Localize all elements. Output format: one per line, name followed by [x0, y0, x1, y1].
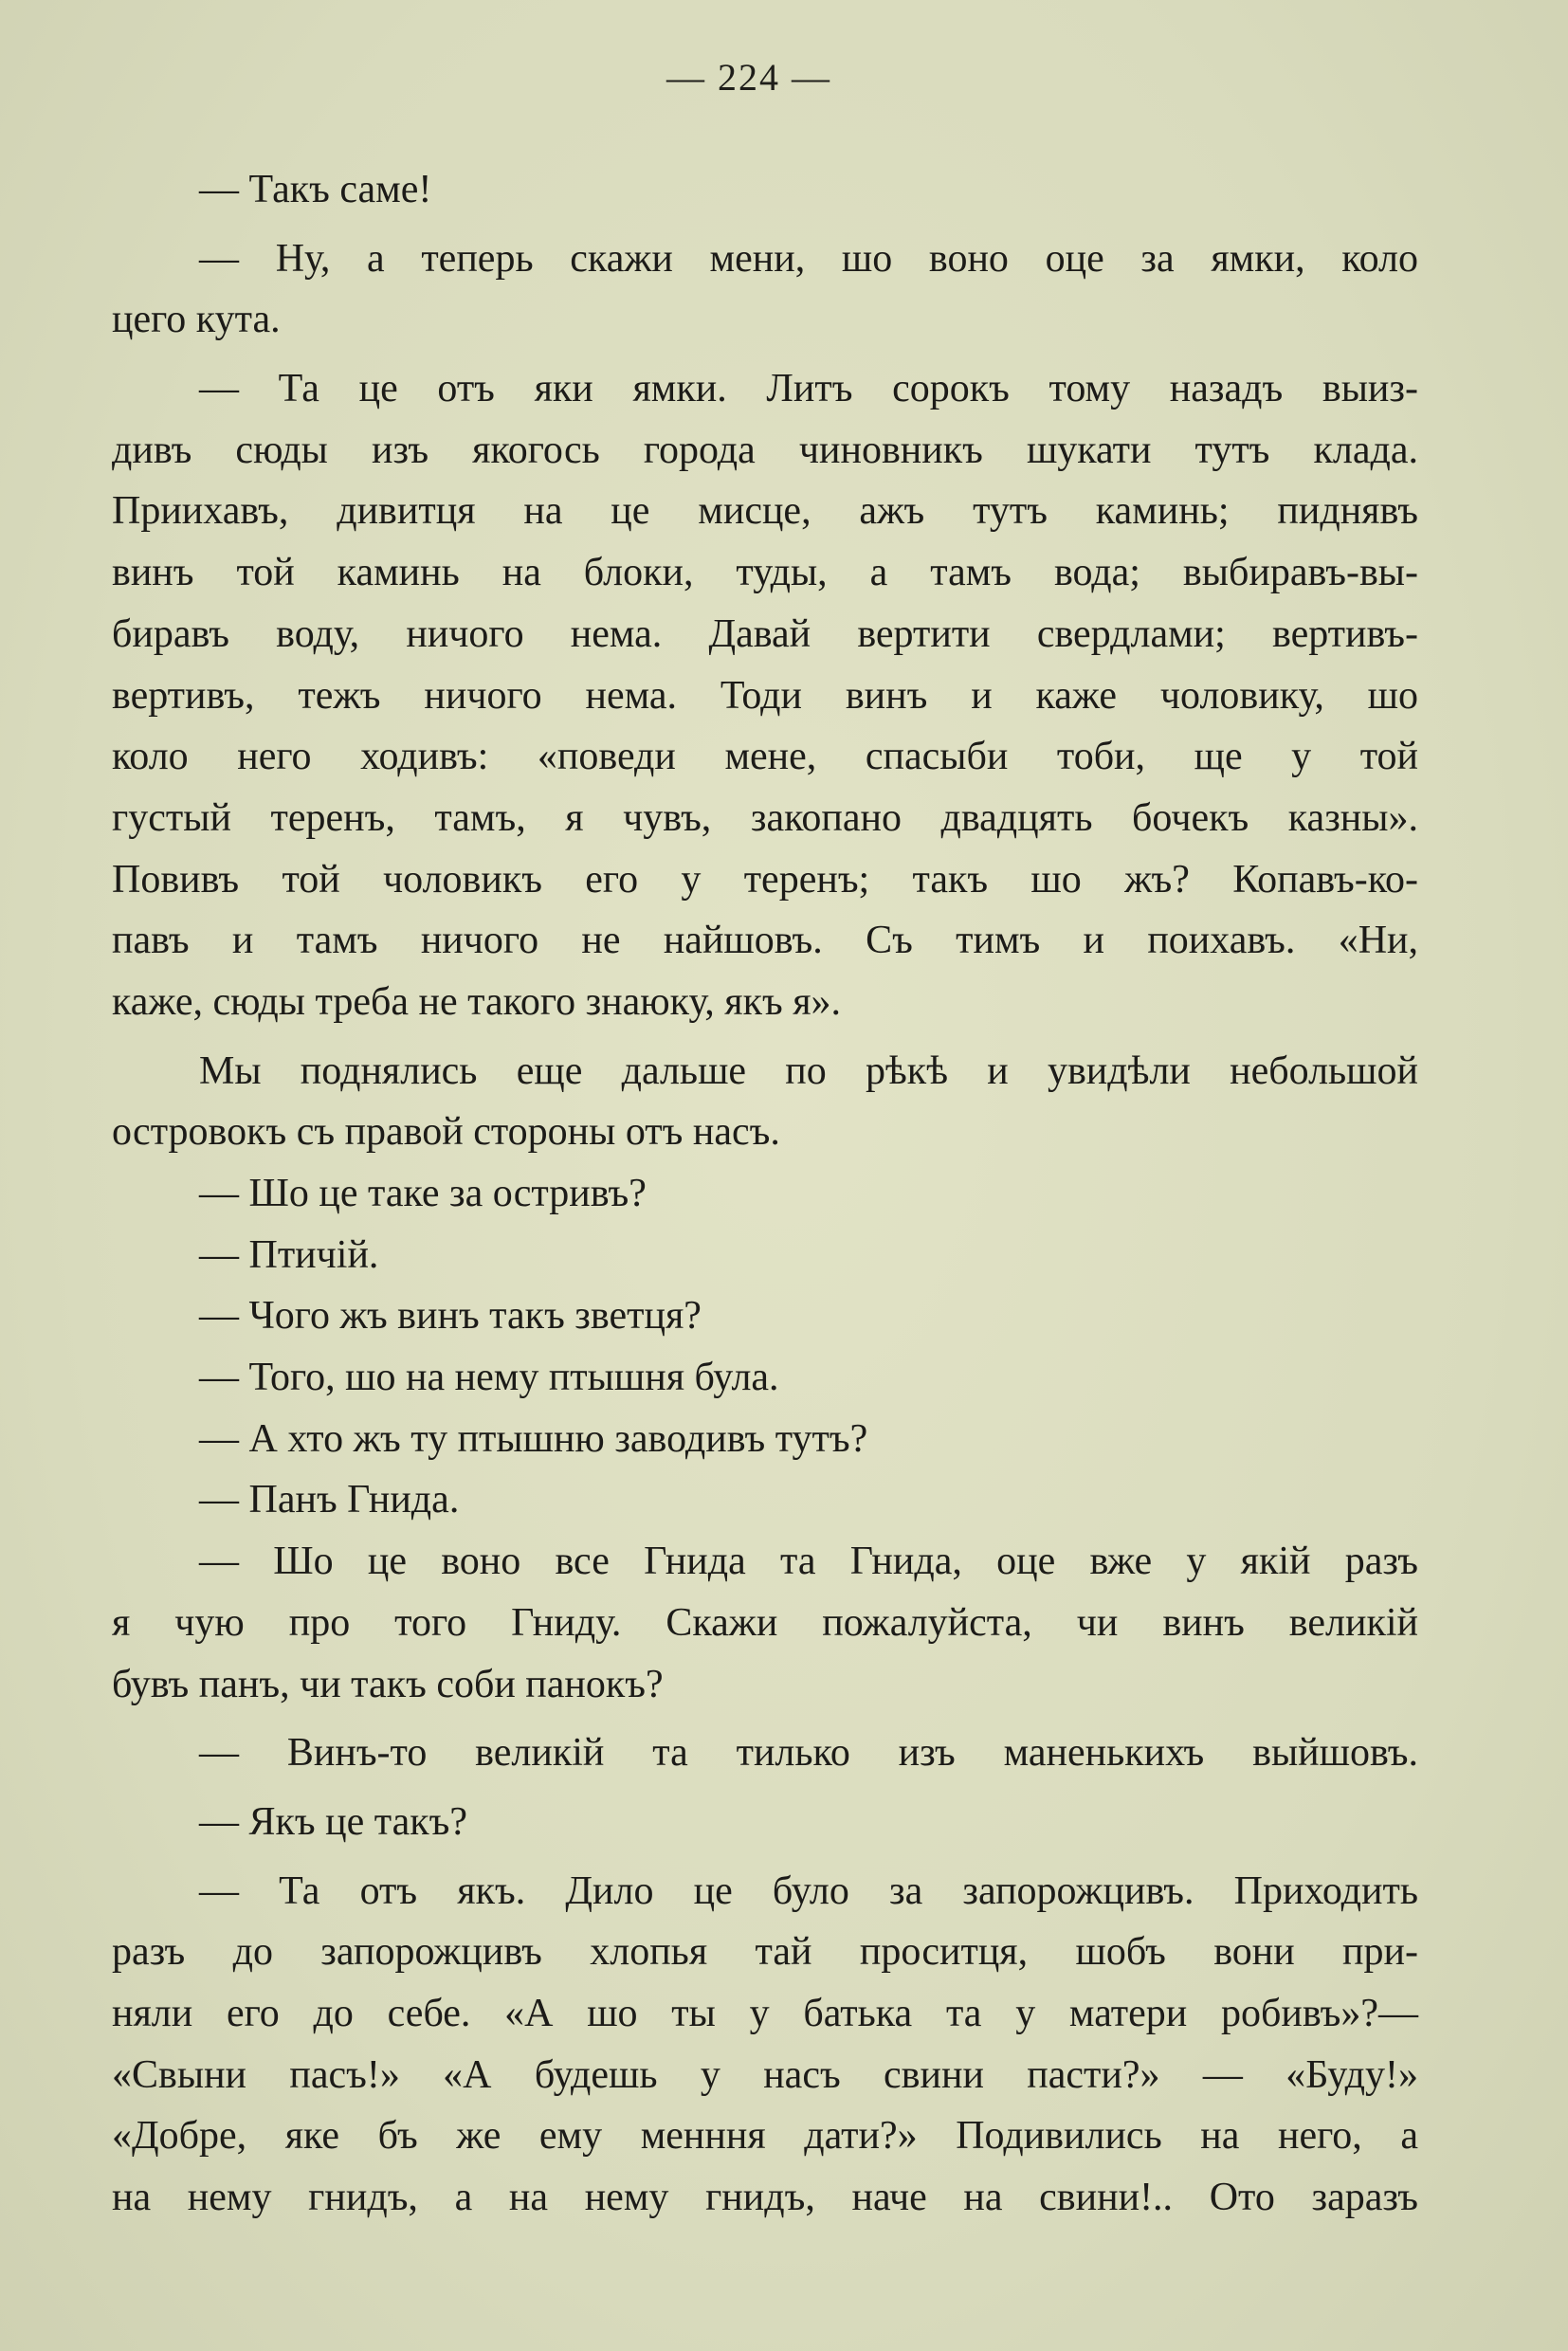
text-line: биравъ воду, ничого нема. Давай вертити свердлами; вертивъ-	[112, 611, 1418, 656]
text-line: цего кута.	[112, 298, 281, 342]
text-line: бувъ панъ, чи такъ соби панокъ?	[112, 1662, 664, 1706]
text-line: няли его до себе. «А шо ты у батька та у матери робивъ»?—	[112, 1991, 1418, 2035]
text-line: — А хто жъ ту птышню заводивъ тутъ?	[199, 1416, 868, 1461]
text-line: «Свыни пасъ!» «А будешь у насъ свини пасти?» — «Буду!»	[112, 2052, 1418, 2097]
text-line: — Якъ це такъ?	[199, 1799, 468, 1844]
text-line: — Шо це таке за остривъ?	[199, 1172, 647, 1215]
text-line: каже, сюды треба не такого знаюку, якъ я».	[112, 979, 842, 1024]
text-line: Приихавъ, дивитця на це мисце, ажъ тутъ каминь; пиднявъ	[112, 489, 1418, 534]
page-number: — 224 —	[666, 56, 831, 99]
text-line: густый теренъ, тамъ, я чувъ, закопано двадцять бочекъ казны».	[112, 795, 1418, 840]
text-line: — Панъ Гнида.	[199, 1478, 460, 1522]
text-line: — Чого жъ винъ такъ зветця?	[199, 1294, 702, 1339]
text-line: — Та отъ якъ. Дило це було за запорожцивъ. Приходить	[199, 1868, 1418, 1913]
text-line: — Того, шо на нему птышня була.	[199, 1356, 779, 1400]
text-line: — Такъ саме!	[199, 168, 432, 211]
text-line: — Ну, а теперь скажи мени, шо воно оце за ямки, коло	[199, 236, 1418, 281]
text-line: на нему гнидъ, а на нему гнидъ, наче на свини!.. Ото заразъ	[112, 2176, 1418, 2219]
text-line: островокъ съ правой стороны отъ насъ.	[112, 1110, 780, 1155]
text-line: разъ до запорожцивъ хлопья тай проситця, шобъ вони при-	[112, 1930, 1418, 1975]
text-line: павъ и тамъ ничого не найшовъ. Съ тимъ и поихавъ. «Ни,	[112, 919, 1418, 963]
text-line: — Птичій.	[199, 1232, 379, 1277]
text-line: «Добре, яке бъ же ему менння дати?» Подивились на него, а	[112, 2114, 1418, 2159]
page-body-text	[112, 159, 1418, 2229]
text-line: Повивъ той чоловикъ его у теренъ; такъ шо жъ? Копавъ-ко-	[112, 857, 1418, 902]
text-line: Мы поднялись еще дальше по рѣкѣ и увидѣли небольшой	[199, 1048, 1418, 1093]
text-line: — Шо це воно все Гнида та Гнида, оце вже у якій разъ	[199, 1540, 1418, 1584]
text-line: — Та це отъ яки ямки. Литъ сорокъ тому назадъ выиз-	[199, 367, 1418, 411]
text-line: винъ той каминь на блоки, туды, а тамъ вода; выбиравъ-вы-	[112, 551, 1418, 595]
text-line: дивъ сюды изъ якогось города чиновникъ шукати тутъ клада.	[112, 428, 1418, 472]
text-line: вертивъ, тежъ ничого нема. Тоди винъ и каже чоловику, шо	[112, 673, 1418, 718]
text-line: я чую про того Гниду. Скажи пожалуйста, чи винъ великій	[112, 1600, 1418, 1645]
text-line: коло него ходивъ: «поведи мене, спасыби тоби, ще у той	[112, 735, 1418, 779]
text-line: — Винъ-то великій та тилько изъ маненькихъ выйшовъ.	[199, 1731, 1418, 1776]
